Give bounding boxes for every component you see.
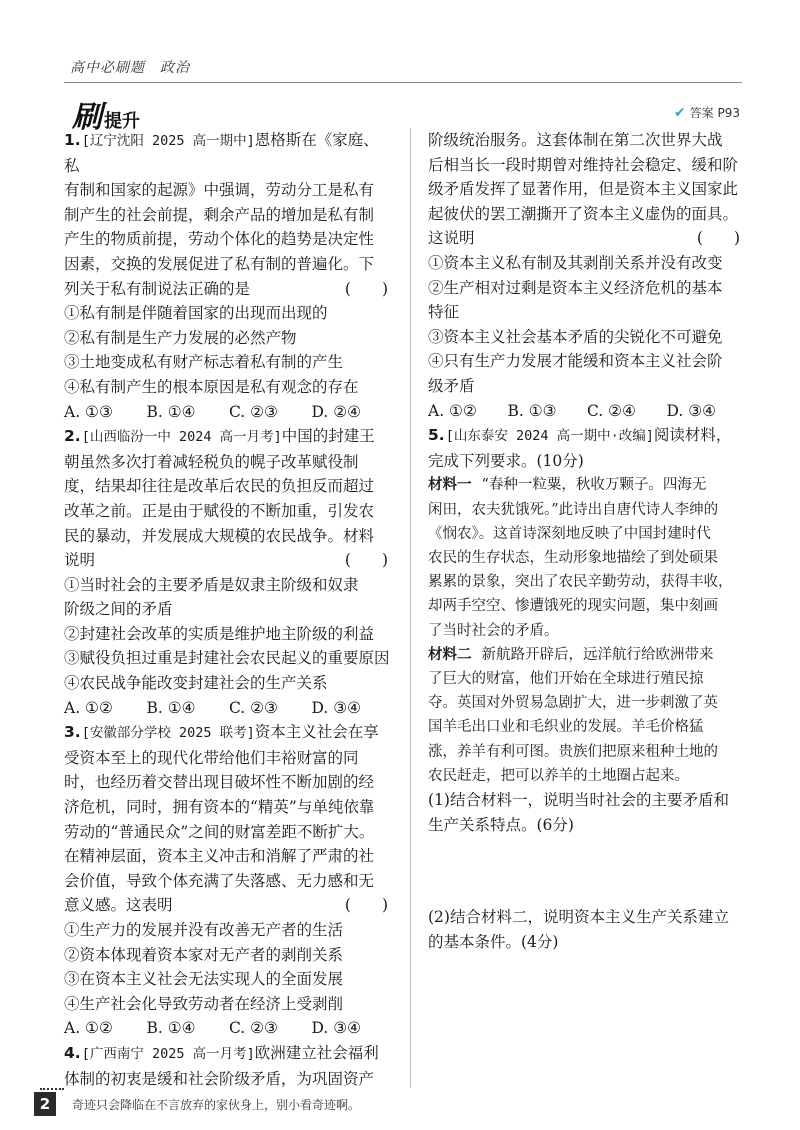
material-line: 了巨大的财富，他们开始在全球进行殖民掠 <box>428 670 704 687</box>
question-4-continued <box>428 128 746 423</box>
question-stem <box>64 720 394 746</box>
choice-c[interactable]: C. ②④ <box>587 401 636 420</box>
stem-line: 说明 <box>64 551 96 570</box>
option-line: ④只有生产力发展才能缓和资本主义社会阶 <box>428 352 723 371</box>
option-line: ③赋役负担过重是封建社会农民起义的重要原因 <box>64 649 390 668</box>
material-line: 了当时社会的矛盾。 <box>428 622 559 639</box>
choice-d[interactable]: D. ③④ <box>311 1019 362 1038</box>
option-line: ②生产相对过剩是资本主义经济危机的基本 <box>428 278 723 297</box>
answer-choices <box>428 399 746 424</box>
question-source: [安徽部分学校 2025 联考] <box>81 725 255 742</box>
section-badge-main: 刷 <box>72 100 102 135</box>
stem-line: 济危机，同时，拥有资本的“精英”与单纯依靠 <box>64 798 375 817</box>
stem-line: 在精神层面，资本主义冲击和消解了严肃的社 <box>64 847 375 866</box>
option-line: ③在资本主义社会无法实现人的全面发展 <box>64 970 344 989</box>
option-line: ③资本主义社会基本矛盾的尖锐化不可避免 <box>428 327 723 346</box>
right-column <box>428 128 746 954</box>
question-3 <box>64 720 394 1041</box>
choice-c[interactable]: C. ②③ <box>229 698 278 717</box>
option-line: ②私有制是生产力发展的必然产物 <box>64 328 297 347</box>
stem-line: 欧洲建立社会福利 <box>254 1043 379 1062</box>
option-line: ②封建社会改革的实质是维护地主阶级的利益 <box>64 624 375 643</box>
answer-parentheses[interactable]: ( ) <box>344 551 388 570</box>
book-title: 高中必刷题 政治 <box>70 60 190 76</box>
material-line: 夺。英国对外贸易急剧扩大，进一步刺激了英 <box>428 695 718 712</box>
material-one-label: 材料一 <box>428 477 472 494</box>
header-divider <box>64 82 742 83</box>
stem-line: 产生的物质前提，劳动个体化的趋势是决定性 <box>64 230 375 249</box>
material-line: 闲田，农夫犹饿死。”此诗出自唐代诗人李绅的 <box>428 501 719 518</box>
question-stem <box>64 128 394 178</box>
material-line: 却两手空空、惨遭饿死的现实问题，集中刻画 <box>428 598 718 615</box>
material-line: 涨，养羊有利可图。贵族们把原来租种土地的 <box>428 743 718 760</box>
stem-line-last <box>64 277 394 302</box>
option-line: ④农民战争能改变封建社会的生产关系 <box>64 674 328 693</box>
sub-question-2-line: (2)结合材料二，说明资本主义生产关系建立 <box>428 908 729 927</box>
question-stem <box>64 424 394 450</box>
stem-line: 制产生的社会前提，剩余产品的增加是私有制 <box>64 205 375 224</box>
stem-line: 阅读材料， <box>653 426 732 445</box>
choice-d[interactable]: D. ②④ <box>311 402 362 421</box>
page-footer <box>34 1092 800 1116</box>
material-line: 《悯农》。这首诗深刻地反映了中国封建时代 <box>428 525 711 542</box>
stem-line: 会价值，导致个体充满了失落感、无力感和无 <box>64 871 375 890</box>
question-1 <box>64 128 394 424</box>
material-line: 农民的生存状态，生动形象地描绘了到处硕果 <box>428 549 718 566</box>
option-line: ①私有制是伴随着国家的出现而出现的 <box>64 304 328 323</box>
material-line: “春种一粒粟，秋收万颗子。四海无 <box>481 477 707 494</box>
choice-d[interactable]: D. ③④ <box>666 401 717 420</box>
stem-line: 时，也经历着交替出现目破坏性不断加剧的经 <box>64 773 375 792</box>
stem-line: 起彼伏的罢工潮撕开了资本主义虚伪的面具。 <box>428 204 739 223</box>
stem-line: 完成下列要求。(10分) <box>428 451 584 470</box>
choice-a[interactable]: A. ①③ <box>64 402 113 421</box>
stem-line: 劳动的“普通民众”之间的财富差距不断扩大。 <box>64 822 375 841</box>
stem-line: 阶级统治服务。这套体制在第二次世界大战 <box>428 131 723 149</box>
material-line: 累累的景象，突出了农民辛勤劳动，获得丰收， <box>428 574 733 591</box>
option-line: ③土地变成私有财产标志着私有制的产生 <box>64 353 344 372</box>
question-source: [辽宁沈阳 2025 高一期中] <box>81 133 255 149</box>
stem-line: 列关于私有制说法正确的是 <box>64 279 251 298</box>
material-one-first-line <box>428 473 746 497</box>
question-stem <box>428 423 746 449</box>
choice-b[interactable]: B. ①④ <box>146 1019 196 1038</box>
choice-b[interactable]: B. ①③ <box>507 401 557 420</box>
answer-choices <box>64 1016 394 1041</box>
choice-c[interactable]: C. ②③ <box>229 1019 278 1038</box>
choice-b[interactable]: B. ①④ <box>146 698 196 717</box>
material-two-first-line <box>428 643 746 667</box>
stem-line: 受资本至上的现代化带给他们丰裕财富的同 <box>64 748 359 767</box>
material-line: 新航路开辟后，远洋航行给欧洲带来 <box>481 646 714 663</box>
answer-reference <box>674 104 740 121</box>
option-line: 级矛盾 <box>428 376 475 395</box>
question-source: [山东泰安 2024 高一期中·改编] <box>445 428 654 445</box>
stem-line: 意义感。这表明 <box>64 896 173 915</box>
option-line: ①生产力的发展并没有改善无产者的生活 <box>64 921 344 939</box>
question-number: 5. <box>428 426 445 445</box>
option-line: ①资本主义私有制及其剥削关系并没有改变 <box>428 253 723 272</box>
question-stem <box>64 1041 394 1067</box>
stem-line: 改革之前。正是由于赋役的不断加重，引发农 <box>64 501 375 520</box>
stem-line: 度，结果却往往是改革后农民的负担反而超过 <box>64 477 375 496</box>
sub-question-2-line: 的基本条件。(4分) <box>428 932 559 951</box>
choice-a[interactable]: A. ①② <box>64 1019 113 1038</box>
material-line: 国羊毛出口业和毛织业的发展。羊毛价格猛 <box>428 719 704 736</box>
option-line: 阶级之间的矛盾 <box>64 600 173 619</box>
stem-line: 有制和国家的起源》中强调，劳动分工是私有 <box>64 181 375 200</box>
material-line: 农民赶走，把可以养羊的土地圈占起来。 <box>428 767 689 784</box>
stem-line: 后相当长一段时期曾对维持社会稳定、缓和阶 <box>428 155 739 174</box>
sub-question-1-line: (1)结合材料一，说明当时社会的主要矛盾和 <box>428 790 729 809</box>
stem-line-last <box>64 893 394 918</box>
option-line: ④私有制产生的根本原因是私有观念的存在 <box>64 377 359 396</box>
stem-line: 资本主义社会在享 <box>254 723 379 742</box>
answer-choices <box>64 400 394 425</box>
option-line: ②资本体现着资本家对无产者的剥削关系 <box>64 945 344 964</box>
question-number: 2. <box>64 427 81 446</box>
option-line: 特征 <box>428 303 460 322</box>
material-two-label: 材料二 <box>428 646 472 663</box>
page-number: 2 <box>34 1092 56 1116</box>
option-line: ①当时社会的主要矛盾是奴隶主阶级和奴隶 <box>64 575 359 594</box>
answer-space-1[interactable] <box>428 837 746 905</box>
question-number: 1. <box>64 131 81 149</box>
stem-line: 中国的封建王 <box>281 427 375 446</box>
stem-line: 民的暴动，并发展成大规模的农民战争。材料 <box>64 526 375 545</box>
stem-line: 级矛盾发挥了显著作用，但是资本主义国家此 <box>428 180 739 199</box>
answer-parentheses[interactable]: ( ) <box>696 229 740 248</box>
sub-question-1-line: 生产关系特点。(6分) <box>428 815 574 834</box>
stem-line: 朝虽然多次打着减轻税负的幌子改革赋役制 <box>64 452 359 471</box>
choice-b[interactable]: B. ①④ <box>146 402 196 421</box>
stem-line: 因素，交换的发展促进了私有制的普遍化。下 <box>64 254 375 273</box>
question-4-start <box>64 1041 394 1091</box>
question-source: [山西临汾一中 2024 高一月考] <box>81 429 282 446</box>
answer-parentheses[interactable]: ( ) <box>344 896 388 915</box>
footer-motto: 奇迹只会降临在不言放弃的家伙身上，别小看奇迹啊。 <box>72 1097 361 1112</box>
question-number: 3. <box>64 723 81 742</box>
stem-line: 恩格斯在《家庭、私 <box>64 131 379 175</box>
stem-line: 体制的初衷是缓和社会阶级矛盾，为巩固资产 <box>64 1069 375 1088</box>
check-icon: ✔ <box>673 104 686 121</box>
question-5 <box>428 423 746 954</box>
answer-reference-text: 答案 P93 <box>689 106 740 120</box>
dotted-decoration <box>40 1088 64 1096</box>
stem-line: 这说明 <box>428 229 475 248</box>
column-divider <box>410 128 411 1088</box>
option-line: ④生产社会化导致劳动者在经济上受剥削 <box>64 994 344 1013</box>
stem-line-last <box>428 226 746 251</box>
question-source: [广西南宁 2025 高一月考] <box>81 1045 255 1062</box>
choice-a[interactable]: A. ①② <box>64 698 113 717</box>
question-2 <box>64 424 394 720</box>
section-badge-sub: 提升 <box>104 111 140 132</box>
choice-a[interactable]: A. ①② <box>428 401 477 420</box>
choice-d[interactable]: D. ③④ <box>311 698 362 717</box>
stem-line-last <box>64 548 394 573</box>
answer-choices <box>64 696 394 721</box>
question-number: 4. <box>64 1043 81 1062</box>
left-column <box>64 128 394 1091</box>
answer-parentheses[interactable]: ( ) <box>344 279 388 298</box>
choice-c[interactable]: C. ②③ <box>229 402 278 421</box>
